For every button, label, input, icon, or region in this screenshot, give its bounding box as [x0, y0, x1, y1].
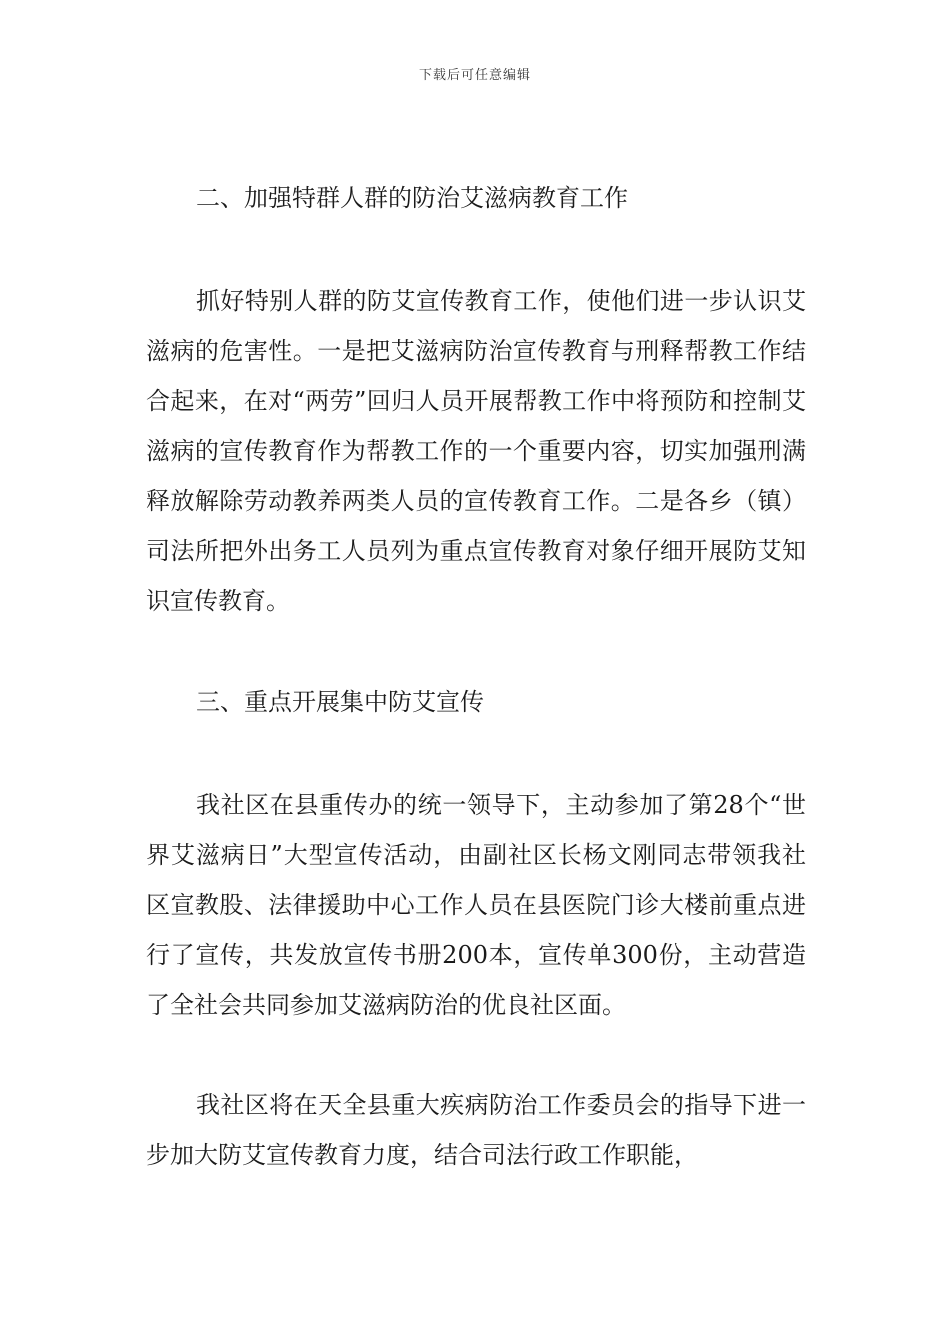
- paragraph-future-plan: 我社区将在天全县重大疾病防治工作委员会的指导下进一步加大防艾宣传教育力度，结合司法行政工作职能，: [146, 1091, 806, 1169]
- spacer: [146, 626, 806, 676]
- spacer: [146, 224, 806, 276]
- section-heading-3: 三、重点开展集中防艾宣传: [196, 688, 484, 716]
- page-header-note: 下载后可任意编辑: [418, 68, 531, 83]
- paragraph-special-groups: 抓好特别人群的防艾宣传教育工作，使他们进一步认识艾滋病的危害性。一是把艾滋病防治宣传教育与刑释帮教工作结合起来，在对“两劳”回归人员开展帮教工作中将预防和控制艾滋病的宣传教育作为帮教工作的一个重要内容，切实加强刑满释放解除劳动教养两类人员的宣传教育工作。二是各乡（镇）司法所把外出务工人员列为重点宣传教育对象仔细开展防艾知识宣传教育。: [146, 287, 806, 615]
- paragraph-campaign: 我社区在县重传办的统一领导下，主动参加了第28个“世界艾滋病日”大型宣传活动，由副社区长杨文刚同志带领我社区宣教股、法律援助中心工作人员在县医院门诊大楼前重点进行了宣传，共发放宣传书册200本，宣传单300份，主动营造了全社会共同参加艾滋病防治的优良社区面。: [146, 791, 806, 1019]
- spacer: [146, 1030, 806, 1080]
- document-body: [146, 172, 806, 1180]
- spacer: [146, 728, 806, 780]
- section-heading-2: 二、加强特群人群的防治艾滋病教育工作: [196, 184, 628, 212]
